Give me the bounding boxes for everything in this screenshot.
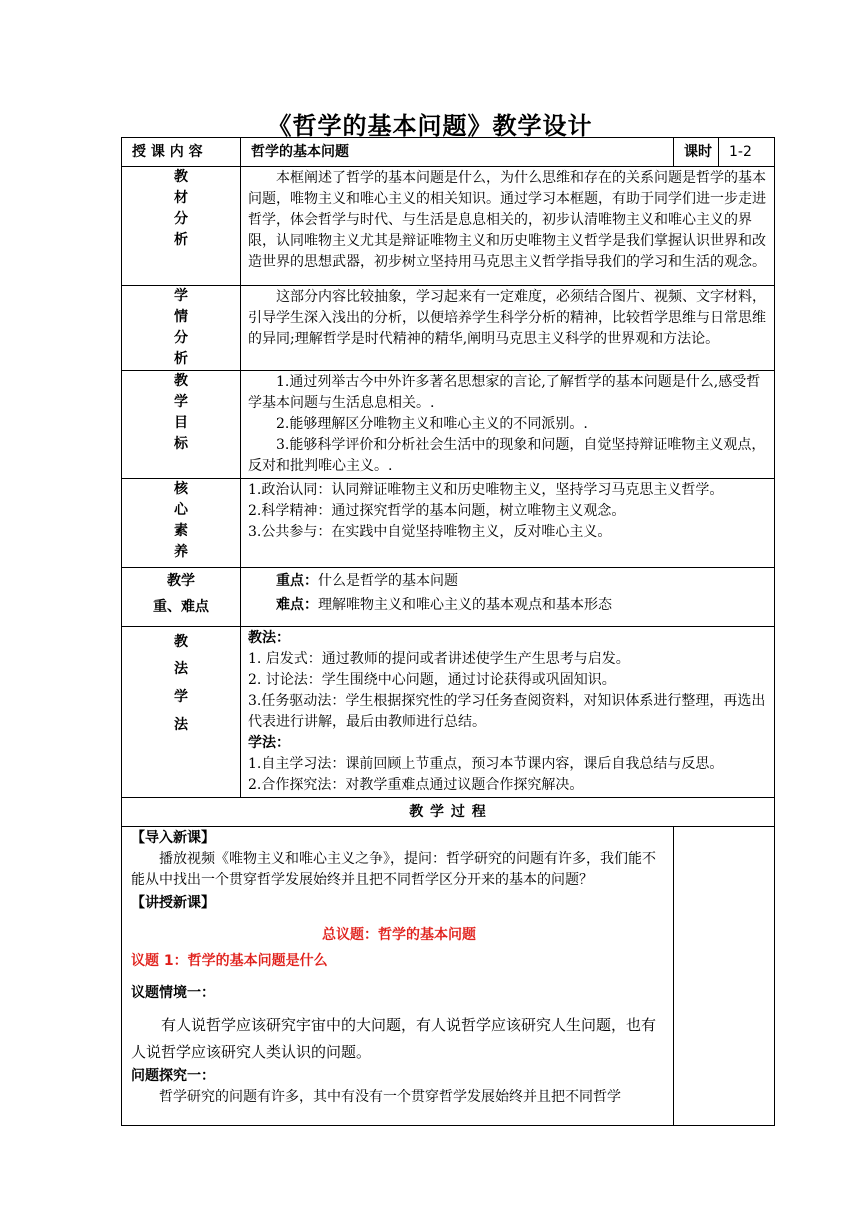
student-analysis-text: 这部分内容比较抽象，学习起来有一定难度，必须结合图片、视频、文字材料，引导学生深入浅出的分析，以便培养学生科学分析的精神，比较哲学思维与日常思维的异同;理解哲学是时代精神的精华,阐明马克思主义科学的世界观和方法论。: [241, 286, 775, 371]
row-label: 教 学 目 标: [122, 371, 241, 479]
lecture-heading: 【讲授新课】: [131, 895, 215, 911]
textbook-analysis-row: [122, 167, 775, 286]
process-content: [122, 827, 674, 1126]
row-label: 教 法 学 法: [122, 627, 241, 798]
scenario-heading: 议题情境一：: [131, 985, 215, 1001]
key-point-label: 重点：: [276, 573, 318, 589]
row-label: 学 情 分 析: [122, 286, 241, 371]
core-literacy-text: 1.政治认同：认同辩证唯物主义和历史唯物主义，坚持学习马克思主义哲学。 2.科学精神：通过探究哲学的基本问题，树立唯物主义观念。 3.公共参与：在实践中自觉坚持唯物主义，反对唯心主义。: [241, 479, 775, 568]
course-content-value: 哲学的基本问题: [241, 138, 674, 167]
header-row: [122, 138, 775, 167]
difficult-point-label: 难点：: [276, 597, 318, 613]
key-points-row: [122, 568, 775, 627]
intro-text: 播放视频《唯物主义和唯心主义之争》，提问：哲学研究的问题有许多，我们能不能从中找出一个贯穿哲学发展始终并且把不同哲学区分开来的基本的问题？: [131, 851, 656, 888]
key-points-text: [241, 568, 775, 627]
period-value: 1-2: [719, 138, 775, 167]
row-label: 核 心 素 养: [122, 479, 241, 568]
student-analysis-row: [122, 286, 775, 371]
scenario-text: 有人说哲学应该研究宇宙中的大问题，有人说哲学应该研究人生问题，也有人说哲学应该研究人类认识的问题。: [131, 1016, 657, 1061]
difficult-point-text: 理解唯物主义和唯心主义的基本观点和基本形态: [318, 597, 612, 613]
textbook-analysis-text: 本框阐述了哲学的基本问题是什么，为什么思维和存在的关系问题是哲学的基本问题，唯物主义和唯心主义的相关知识。通过学习本框题，有助于同学们进一步走进哲学，体会哲学与时代、与生活是息息相关的，初步认清唯物主义和唯心主义的界限，认同唯物主义尤其是辩证唯物主义和历史唯物主义哲学是我们掌握认识世界和改造世界的思想武器，初步树立坚持用马克思主义哲学指导我们的学习和生活的观念。: [241, 167, 775, 286]
teaching-goals-text: 1.通过列举古今中外许多著名思想家的言论,了解哲学的基本问题是什么,感受哲学基本问题与生活息息相关。. 2.能够理解区分唯物主义和唯心主义的不同派别。. 3.能够科学评价和分析社会生活中的现象和问题，自觉坚持辩证唯物主义观点，反对和批判唯心主义。.: [241, 371, 775, 479]
methods-text: 教法： 1. 启发式：通过教师的提问或者讲述使学生产生思考与启发。 2. 讨论法：学生围绕中心问题，通过讨论获得或巩固知识。 3.任务驱动法：学生根据探究性的学习任务查阅资料，对知识体系进行整理，再选出代表进行讲解，最后由教师进行总结。 学法： 1.自主学习法：课前回顾上节重点，预习本节课内容，课后自我总结与反思。 2.合作探究法：对教学重难点通过议题合作探究解决。: [241, 627, 775, 798]
page-title: 《哲学的基本问题》教学设计: [267, 112, 593, 140]
key-point-text: 什么是哲学的基本问题: [318, 573, 458, 589]
core-literacy-row: [122, 479, 775, 568]
row-label: 教学 重、难点: [122, 568, 241, 627]
period-label: 课时: [674, 138, 719, 167]
process-content-row: [122, 827, 775, 1126]
row-label: 教 材 分 析: [122, 167, 241, 286]
inquiry-text: 哲学研究的问题有许多，其中有没有一个贯穿哲学发展始终并且把不同哲学: [159, 1089, 621, 1105]
intro-heading: 【导入新课】: [131, 830, 215, 846]
inquiry-heading: 问题探究一：: [131, 1068, 215, 1084]
topic-1: 议题 1：哲学的基本问题是什么: [131, 953, 328, 969]
teaching-method-heading: 教法：: [248, 630, 290, 646]
course-content-label: 授 课 内 容: [122, 138, 241, 167]
learning-method-heading: 学法：: [248, 735, 290, 751]
lesson-plan-table: [121, 137, 775, 1126]
process-heading-row: [122, 798, 775, 827]
main-topic: 总议题：哲学的基本问题: [322, 927, 476, 943]
methods-row: [122, 627, 775, 798]
process-notes-cell: [674, 827, 775, 1126]
teaching-goals-row: [122, 371, 775, 479]
process-heading: 教 学 过 程: [122, 798, 775, 827]
